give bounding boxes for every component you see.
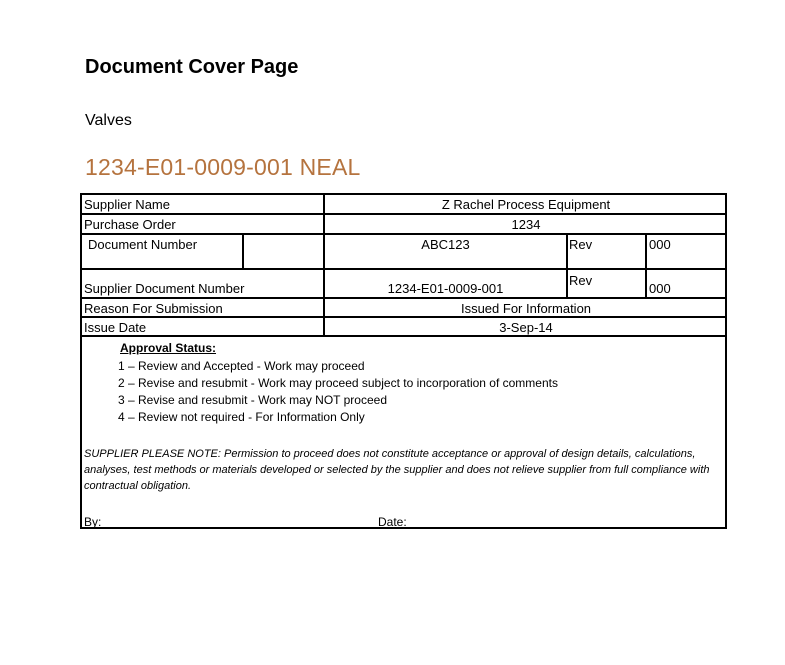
supplier-name-value: Z Rachel Process Equipment	[441, 197, 611, 212]
reason-label: Reason For Submission	[84, 301, 223, 316]
issue-date-label: Issue Date	[84, 320, 147, 335]
supplier-rev-value: 000	[649, 281, 671, 296]
approval-item: 2 – Revise and resubmit - Work may proceed subject to incorporation of comments	[118, 376, 558, 390]
column-divider	[645, 233, 647, 299]
cover-form	[80, 193, 727, 529]
issue-date-value: 3-Sep-14	[499, 320, 553, 335]
category-label: Valves	[85, 112, 132, 129]
approval-heading: Approval Status:	[120, 341, 217, 355]
signature-date: Date: ____________________	[378, 515, 544, 529]
purchase-order-label: Purchase Order	[84, 217, 176, 232]
approval-item: 4 – Review not required - For Information Only	[118, 410, 365, 424]
column-divider	[566, 233, 568, 299]
supplier-name-label: Supplier Name	[84, 197, 170, 212]
signature-by: By: ________________________________________	[84, 515, 372, 529]
approval-status	[118, 340, 558, 426]
row-divider	[82, 268, 725, 270]
supplier-note: SUPPLIER PLEASE NOTE: Permission to proceed does not constitute acceptance or approval of design details, calculations, analyses, test methods or materials developed or selected by the supplier and does not relieve supplier from full compliance with contractual obligation.	[84, 448, 710, 492]
supplier-rev-label: Rev	[569, 273, 593, 288]
document-number-value: ABC123	[421, 237, 470, 252]
document-rev-value: 000	[649, 237, 671, 252]
row-divider	[82, 213, 725, 215]
approval-item: 3 – Revise and resubmit - Work may NOT proceed	[118, 393, 387, 407]
row-divider	[82, 335, 725, 337]
purchase-order-value: 1234	[511, 217, 541, 232]
approval-item: 1 – Review and Accepted - Work may proceed	[118, 359, 365, 373]
page-title: Document Cover Page	[85, 56, 299, 78]
document-number-label: Document Number	[88, 237, 198, 252]
supplier-doc-number-value: 1234-E01-0009-001	[387, 281, 504, 296]
column-divider	[242, 233, 244, 270]
document-id-heading: 1234-E01-0009-001 NEAL	[85, 154, 361, 180]
row-divider	[82, 297, 725, 299]
row-divider	[82, 316, 725, 318]
supplier-doc-number-label: Supplier Document Number	[84, 281, 245, 296]
document-rev-label: Rev	[569, 237, 593, 252]
reason-value: Issued For Information	[460, 301, 592, 316]
row-divider	[82, 233, 725, 235]
